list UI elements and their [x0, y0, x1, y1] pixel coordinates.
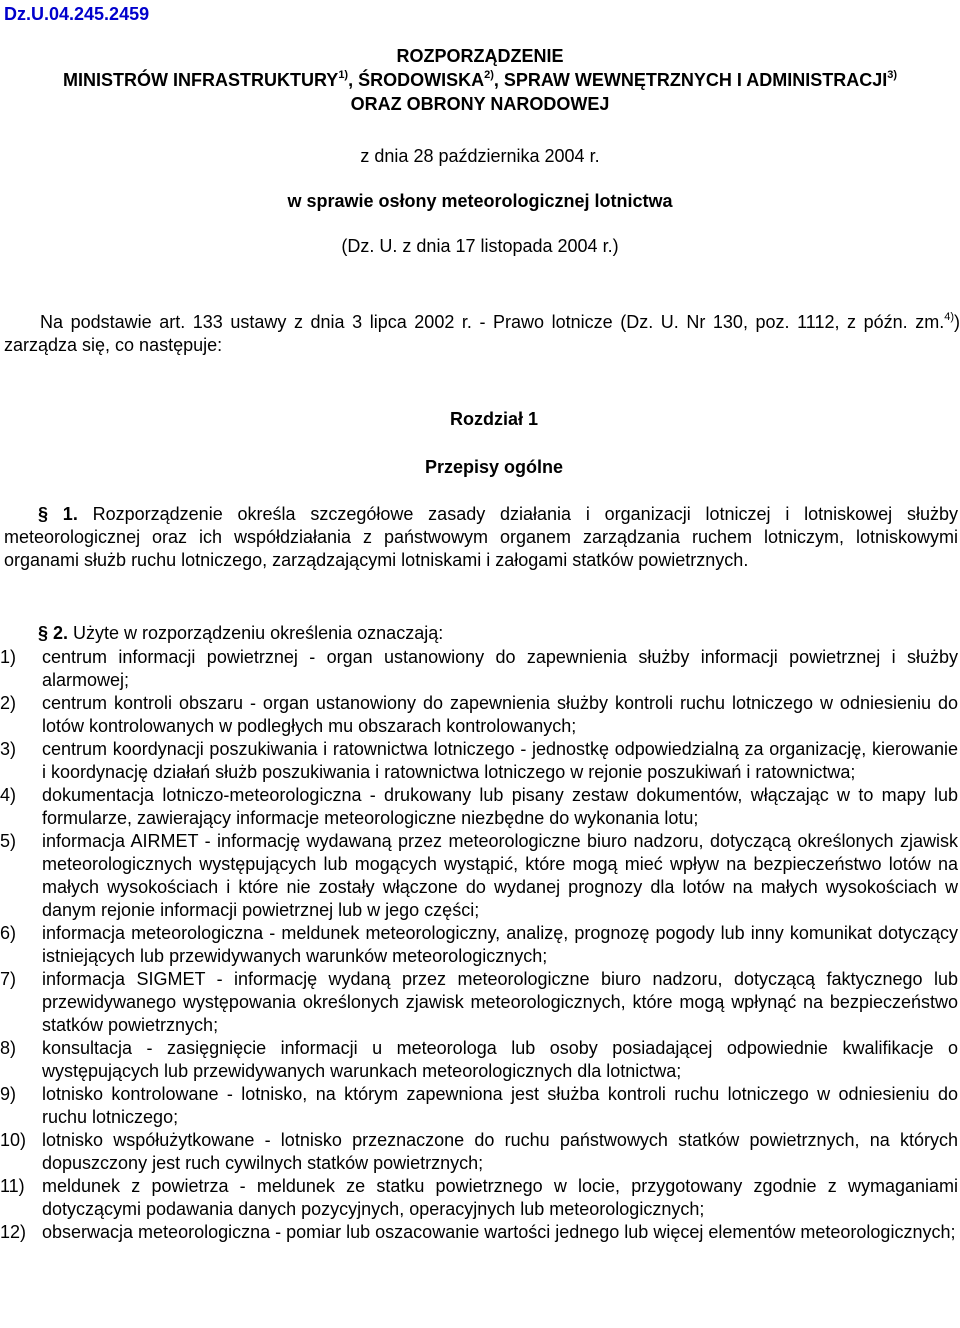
definition-number: 4): [0, 785, 17, 805]
definition-text: konsultacja - zasięgnięcie informacji u meteorologa lub osoby posiadającej odpowiednie kwalifikacje o występujących lub przewidywanych warunkach meteorologicznych dla lotnictwa;: [42, 1038, 958, 1081]
definition-text: lotnisko współużytkowane - lotnisko przeznaczone do ruchu państwowych statków powietrznych, na których dopuszczony jest ruch cywilnych statków powietrznych;: [42, 1130, 958, 1173]
definition-item: [0, 692, 958, 738]
definition-item: [0, 1175, 958, 1221]
definition-item: [0, 1037, 958, 1083]
definition-text: centrum kontroli obszaru - organ ustanowiony do zapewnienia służby kontroli ruchu lotniczego w odniesieniu do lotów kontrolowanych w podległych mu obszarach kontrolowanych;: [42, 693, 958, 736]
definition-item: [0, 784, 958, 830]
definition-number: 12): [0, 1222, 27, 1242]
paragraph-2-text: Użyte w rozporządzeniu określenia oznaczają:: [68, 623, 444, 643]
paragraph-2-number: § 2.: [38, 623, 69, 643]
definition-text: meldunek z powietrza - meldunek ze statku powietrznego w locie, przygotowany zgodnie z wymaganiami dotyczącymi podawania danych pozycyjnych, operacyjnych lub meteorologicznych;: [42, 1176, 958, 1219]
definition-number: 3): [0, 739, 17, 759]
definition-number: 10): [0, 1130, 27, 1150]
definition-text: centrum koordynacji poszukiwania i ratownictwa lotniczego - jednostkę odpowiedzialną za organizację, kierowanie i koordynację działań służb poszukiwania i ratownictwa lotniczego w rejonie poszukiwań i ratownictwa;: [42, 739, 958, 782]
document-reference: Dz.U.04.245.2459: [4, 4, 150, 24]
definition-number: 11): [0, 1176, 25, 1196]
ministry-interior: , SPRAW WEWNĘTRZNYCH I ADMINISTRACJI: [493, 70, 888, 90]
ministry-environment: , ŚRODOWISKA: [348, 70, 485, 90]
footnote-ref-4: 4): [944, 311, 954, 323]
ministries-line: [0, 70, 960, 91]
definition-text: lotnisko kontrolowane - lotnisko, na którym zapewniona jest służba kontroli ruchu lotniczego w odniesieniu do ruchu lotniczego;: [42, 1084, 958, 1127]
regulation-title: ROZPORZĄDZENIE: [396, 46, 564, 66]
legal-basis: [4, 311, 960, 357]
chapter-number: Rozdział 1: [449, 409, 538, 429]
definition-item: [0, 738, 958, 784]
chapter-title: Przepisy ogólne: [424, 457, 564, 477]
paragraph-2: [4, 622, 958, 645]
definition-text: obserwacja meteorologiczna - pomiar lub oszacowanie wartości jednego lub więcej elementów meteorologicznych;: [42, 1222, 956, 1242]
legal-basis-closing: ) zarządza się, co następuje:: [4, 312, 960, 355]
footnote-ref-1: 1): [338, 69, 349, 81]
definition-item: [0, 1129, 958, 1175]
definition-number: 7): [0, 969, 17, 989]
definition-number: 8): [0, 1038, 17, 1058]
definition-number: 9): [0, 1084, 17, 1104]
definition-item: [0, 1221, 958, 1244]
definition-item: [0, 646, 958, 692]
definition-number: 1): [0, 647, 17, 667]
definition-text: informacja meteorologiczna - meldunek meteorologiczny, analizę, prognozę pogody lub inny komunikat dotyczący istniejących lub przewidywanych warunków meteorologicznych;: [42, 923, 958, 966]
ministry-infrastructure: MINISTRÓW INFRASTRUKTURY: [63, 70, 339, 90]
definition-text: centrum informacji powietrznej - organ ustanowiony do zapewnienia służby informacji powietrznej i służby alarmowej;: [42, 647, 958, 690]
footnote-ref-3: 3): [887, 69, 897, 81]
definitions-list: [0, 646, 958, 1244]
definition-item: [0, 1083, 958, 1129]
paragraph-1-text: Rozporządzenie określa szczegółowe zasady działania i organizacji lotniczej i lotniskowej służby meteorologicznej oraz ich współdziałania z państwowym organem zarządzania ruchem lotniczym, lotniskowymi organami służb ruchu lotniczego, zarządzającymi lotniskami i załogami statków powietrznych.: [4, 504, 958, 570]
definition-number: 5): [0, 831, 17, 851]
definition-item: [0, 968, 958, 1037]
footnote-ref-2: 2): [484, 69, 494, 81]
definition-text: dokumentacja lotniczo-meteorologiczna - drukowany lub pisany zestaw dokumentów, włączając w to mapy lub formularze, zawierający informacje meteorologiczne niezbędne do wykonania lotu;: [42, 785, 958, 828]
legal-basis-text: Na podstawie art. 133 ustawy z dnia 3 lipca 2002 r. - Prawo lotnicze (Dz. U. Nr 130, poz. 1112, z późn. zm.: [40, 312, 945, 332]
paragraph-1-number: § 1.: [38, 504, 78, 524]
regulation-subject: w sprawie osłony meteorologicznej lotnictwa: [287, 191, 673, 211]
definition-item: [0, 922, 958, 968]
definition-number: 6): [0, 923, 17, 943]
paragraph-1: [4, 503, 958, 572]
publication-reference: (Dz. U. z dnia 17 listopada 2004 r.): [341, 236, 619, 256]
ministry-defence: ORAZ OBRONY NARODOWEJ: [350, 94, 610, 114]
regulation-date: z dnia 28 października 2004 r.: [360, 146, 600, 166]
definition-number: 2): [0, 693, 17, 713]
definition-text: informacja AIRMET - informację wydawaną przez meteorologiczne biuro nadzoru, dotyczącą określonych zjawisk meteorologicznych występujących lub mogących wystąpić, które mogą mieć wpływ na bezpieczeństwo lotów na małych wysokościach i które nie zostały włączone do wydanej prognozy dla lotów na małych wysokościach w danym rejonie informacji powietrznej lub w jego części;: [42, 831, 958, 920]
definition-text: informacja SIGMET - informację wydaną przez meteorologiczne biuro nadzoru, dotyczącą faktycznego lub przewidywanego występowania określonych zjawisk meteorologicznych, które mogą wpłynąć na bezpieczeństwo statków powietrznych;: [42, 969, 958, 1035]
definition-item: [0, 830, 958, 922]
